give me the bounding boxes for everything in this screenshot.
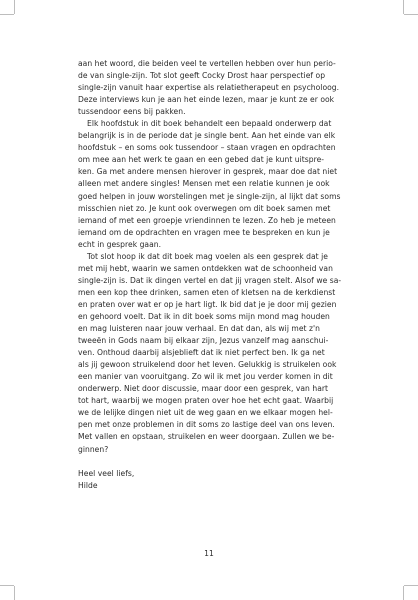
body-text <box>78 58 348 492</box>
text-line: single-zijn vanuit haar expertise als relatietherapeut en psycholoog. <box>78 83 340 93</box>
text-line: aan het woord, die beiden veel te vertellen hebben over hun perio- <box>78 59 336 68</box>
crop-mark-bottom-left-h <box>0 585 14 586</box>
crop-mark-top-left-h <box>0 14 14 15</box>
crop-mark-bottom-left <box>14 586 15 600</box>
text-line: tussendoor eens bij pakken. <box>78 107 186 117</box>
text-line: men een kop thee drinken, samen eten of kletsen na de kerkdienst <box>78 287 336 297</box>
text-line: pen met onze problemen in dit soms zo lastige deel van ons leven. <box>78 420 335 430</box>
text-line: Deze interviews kun je aan het einde lezen, maar je kunt ze er ook <box>78 95 335 105</box>
closing-greeting: Heel veel liefs, <box>78 468 135 478</box>
text-line: Met vallen en opstaan, struikelen en weer doorgaan. Zullen we be- <box>78 432 335 442</box>
text-line: ven. Onthoud daarbij alsjeblieft dat ik niet perfect ben. Ik ga net <box>78 348 325 358</box>
text-line: ken. Ga met andere mensen hierover in gesprek, maar doe dat niet <box>78 167 338 177</box>
text-line: Elk hoofdstuk in dit boek behandelt een bepaald onderwerp dat <box>87 119 332 129</box>
text-line: goed helpen in jouw worstelingen met je single-zijn, al lijkt dat soms <box>78 191 341 201</box>
text-line: alleen met andere singles! Mensen met een relatie kunnen je ook <box>78 179 330 189</box>
text-line: belangrijk is in de periode dat je single bent. Aan het einde van elk <box>78 131 336 141</box>
text-line: de van single-zijn. Tot slot geeft Cocky Drost haar perspectief op <box>78 71 326 81</box>
crop-mark-bottom-right <box>403 586 404 600</box>
paragraph-interviews <box>78 58 348 118</box>
text-line: als jij gewoon struikelend door het leven. Gelukkig is struikelen ook <box>78 360 337 370</box>
crop-mark-top-right-h <box>404 14 418 15</box>
paragraph-chapters <box>78 118 348 251</box>
text-line: ginnen? <box>78 444 109 454</box>
text-line: we de lelijke dingen niet uit de weg gaan en we elkaar mogen hel- <box>78 408 333 418</box>
text-line: en gehoord voelt. Dat ik in dit boek soms mijn mond mag houden <box>78 311 330 321</box>
paragraph-conversation <box>78 251 348 456</box>
text-line: echt in gesprek gaan. <box>78 239 162 249</box>
page-number: 11 <box>204 549 214 558</box>
text-line: en mag luisteren naar jouw verhaal. En dat dan, als wij met z'n <box>78 324 320 334</box>
text-line: hoofdstuk – en soms ook tussendoor – staan vragen en opdrachten <box>78 143 336 153</box>
author-signature: Hilde <box>78 480 98 490</box>
text-line: single-zijn is. Dat ik dingen vertel en dat jij vragen stelt. Alsof we sa- <box>78 275 342 285</box>
text-line: een manier van vooruitgang. Zo wil ik met jou verder komen in dit <box>78 372 333 382</box>
text-line: onderwerp. Niet door discussie, maar door een gesprek, van hart <box>78 384 329 394</box>
crop-mark-top-right <box>403 0 404 14</box>
text-line: iemand of met een groepje vriendinnen te lezen. Zo heb je meteen <box>78 215 336 225</box>
text-line: iemand om de opdrachten en vragen mee te bespreken en kun je <box>78 227 330 237</box>
text-line: tot hart, waarbij we mogen praten over hoe het echt gaat. Waarbij <box>78 396 334 406</box>
crop-mark-top-left <box>14 0 15 14</box>
crop-mark-bottom-right-h <box>404 585 418 586</box>
text-line: en praten over wat er op je hart ligt. Ik bid dat je je door mij gezien <box>78 299 337 309</box>
text-line: om mee aan het werk te gaan en een gebed dat je kunt uitspre- <box>78 155 325 165</box>
text-line: misschien niet zo. Je kunt ook overwegen om dit boek samen met <box>78 203 331 213</box>
spacer <box>78 456 348 468</box>
text-line: Tot slot hoop ik dat dit boek mag voelen als een gesprek dat je <box>87 251 328 261</box>
text-line: met mij hebt, waarin we samen ontdekken wat de schoonheid van <box>78 263 333 273</box>
text-line: tweeën in Gods naam bij elkaar zijn, Jezus vanzelf mag aanschui- <box>78 336 329 346</box>
